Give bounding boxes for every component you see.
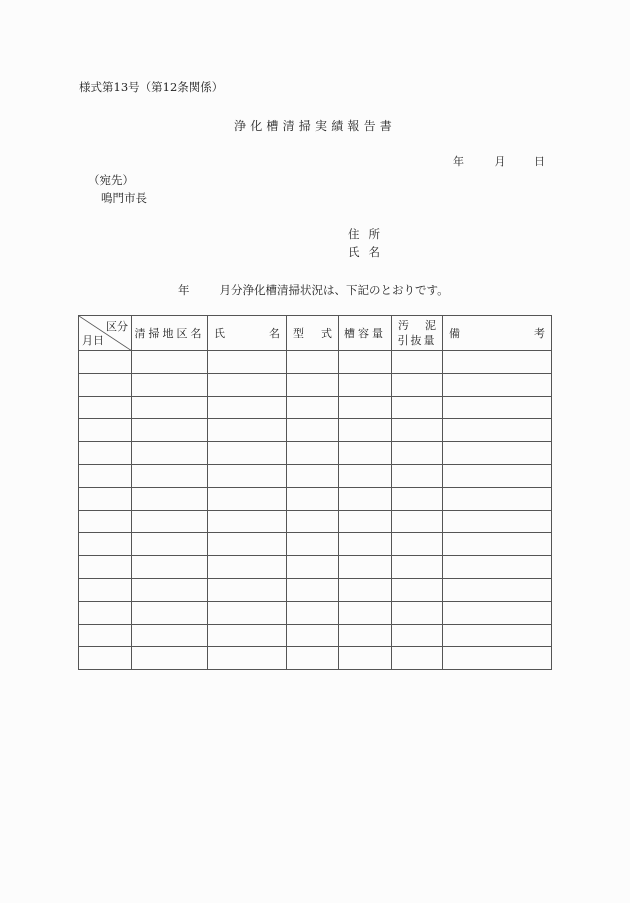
area-name-cell[interactable]	[132, 533, 208, 556]
table-row	[79, 419, 552, 442]
area-name-cell[interactable]	[132, 442, 208, 465]
type-cell[interactable]	[287, 533, 339, 556]
type-cell[interactable]	[287, 647, 339, 670]
table-row	[79, 396, 552, 419]
area-name-cell[interactable]	[132, 419, 208, 442]
table-row	[79, 578, 552, 601]
table-row	[79, 647, 552, 670]
type-cell[interactable]	[287, 464, 339, 487]
date-cell[interactable]	[79, 533, 132, 556]
header-tank-capacity: 槽容量	[339, 316, 392, 351]
type-cell[interactable]	[287, 419, 339, 442]
name-cell[interactable]	[208, 510, 287, 533]
table-row	[79, 601, 552, 624]
area-name-cell[interactable]	[132, 578, 208, 601]
area-name-cell[interactable]	[132, 396, 208, 419]
date-cell[interactable]	[79, 396, 132, 419]
tank-capacity-cell[interactable]	[339, 442, 392, 465]
date-cell[interactable]	[79, 419, 132, 442]
date-cell[interactable]	[79, 351, 132, 374]
sludge-volume-cell[interactable]	[392, 601, 443, 624]
sludge-volume-cell[interactable]	[392, 624, 443, 647]
name-cell[interactable]	[208, 419, 287, 442]
date-cell[interactable]	[79, 442, 132, 465]
table-row	[79, 351, 552, 374]
type-cell[interactable]	[287, 510, 339, 533]
remarks-cell[interactable]	[443, 442, 552, 465]
area-name-cell[interactable]	[132, 464, 208, 487]
remarks-cell[interactable]	[443, 487, 552, 510]
tank-capacity-cell[interactable]	[339, 510, 392, 533]
form-number: 様式第13号（第12条関係）	[79, 80, 224, 94]
name-cell[interactable]	[208, 647, 287, 670]
table-row	[79, 624, 552, 647]
table-row	[79, 510, 552, 533]
name-cell[interactable]	[208, 373, 287, 396]
applicant-name-label: 氏名	[348, 245, 389, 259]
sludge-volume-cell[interactable]	[392, 419, 443, 442]
remarks-cell[interactable]	[443, 533, 552, 556]
table-row	[79, 464, 552, 487]
date-cell[interactable]	[79, 578, 132, 601]
remarks-cell[interactable]	[443, 419, 552, 442]
type-cell[interactable]	[287, 442, 339, 465]
remarks-cell[interactable]	[443, 624, 552, 647]
statement-year: 年	[178, 283, 190, 297]
area-name-cell[interactable]	[132, 510, 208, 533]
sludge-volume-cell[interactable]	[392, 578, 443, 601]
header-remarks: 備 考	[443, 316, 552, 351]
name-cell[interactable]	[208, 578, 287, 601]
date-cell[interactable]	[79, 556, 132, 579]
date-month-label: 月	[494, 155, 506, 168]
remarks-cell[interactable]	[443, 601, 552, 624]
sludge-volume-cell[interactable]	[392, 556, 443, 579]
header-sludge-volume: 汚 泥 引抜量	[392, 316, 443, 351]
tank-capacity-cell[interactable]	[339, 578, 392, 601]
date-cell[interactable]	[79, 647, 132, 670]
area-name-cell[interactable]	[132, 373, 208, 396]
name-cell[interactable]	[208, 533, 287, 556]
date-cell[interactable]	[79, 624, 132, 647]
header-category-label: 区分	[106, 320, 128, 333]
sludge-volume-cell[interactable]	[392, 351, 443, 374]
header-date-category-cell	[79, 316, 132, 351]
table-body	[79, 351, 552, 670]
tank-capacity-cell[interactable]	[339, 351, 392, 374]
area-name-cell[interactable]	[132, 647, 208, 670]
area-name-cell[interactable]	[132, 351, 208, 374]
area-name-cell[interactable]	[132, 487, 208, 510]
date-cell[interactable]	[79, 464, 132, 487]
remarks-cell[interactable]	[443, 556, 552, 579]
sludge-volume-cell[interactable]	[392, 442, 443, 465]
tank-capacity-cell[interactable]	[339, 647, 392, 670]
remarks-cell[interactable]	[443, 373, 552, 396]
sludge-volume-cell[interactable]	[392, 396, 443, 419]
tank-capacity-cell[interactable]	[339, 373, 392, 396]
tank-capacity-cell[interactable]	[339, 396, 392, 419]
date-line	[453, 153, 545, 169]
date-day-label: 日	[534, 155, 545, 168]
tank-capacity-cell[interactable]	[339, 556, 392, 579]
date-cell[interactable]	[79, 373, 132, 396]
date-cell[interactable]	[79, 510, 132, 533]
tank-capacity-cell[interactable]	[339, 464, 392, 487]
type-cell[interactable]	[287, 624, 339, 647]
sludge-volume-cell[interactable]	[392, 464, 443, 487]
type-cell[interactable]	[287, 556, 339, 579]
area-name-cell[interactable]	[132, 556, 208, 579]
type-cell[interactable]	[287, 351, 339, 374]
statement-line	[178, 282, 449, 298]
table-row	[79, 442, 552, 465]
tank-capacity-cell[interactable]	[339, 533, 392, 556]
applicant-address-label: 住所	[348, 227, 389, 241]
remarks-cell[interactable]	[443, 647, 552, 670]
table-row	[79, 533, 552, 556]
area-name-cell[interactable]	[132, 601, 208, 624]
sludge-volume-cell[interactable]	[392, 533, 443, 556]
type-cell[interactable]	[287, 487, 339, 510]
remarks-cell[interactable]	[443, 464, 552, 487]
date-cell[interactable]	[79, 487, 132, 510]
sludge-volume-cell[interactable]	[392, 510, 443, 533]
name-cell[interactable]	[208, 487, 287, 510]
tank-capacity-cell[interactable]	[339, 487, 392, 510]
header-name: 氏 名	[208, 316, 287, 351]
sludge-volume-cell[interactable]	[392, 373, 443, 396]
area-name-cell[interactable]	[132, 624, 208, 647]
addressee-label: （宛先）	[88, 173, 134, 187]
table-row	[79, 556, 552, 579]
remarks-cell[interactable]	[443, 396, 552, 419]
name-cell[interactable]	[208, 624, 287, 647]
name-cell[interactable]	[208, 396, 287, 419]
type-cell[interactable]	[287, 578, 339, 601]
name-cell[interactable]	[208, 601, 287, 624]
table-row	[79, 373, 552, 396]
remarks-cell[interactable]	[443, 510, 552, 533]
cleaning-report-table	[78, 315, 552, 670]
name-cell[interactable]	[208, 464, 287, 487]
tank-capacity-cell[interactable]	[339, 601, 392, 624]
name-cell[interactable]	[208, 351, 287, 374]
name-cell[interactable]	[208, 556, 287, 579]
table-header-row	[79, 316, 552, 351]
date-cell[interactable]	[79, 601, 132, 624]
remarks-cell[interactable]	[443, 351, 552, 374]
tank-capacity-cell[interactable]	[339, 624, 392, 647]
tank-capacity-cell[interactable]	[339, 419, 392, 442]
statement-text: 月分浄化槽清掃状況は、下記のとおりです。	[219, 283, 449, 297]
type-cell[interactable]	[287, 373, 339, 396]
type-cell[interactable]	[287, 396, 339, 419]
document-title: 浄化槽清掃実績報告書	[234, 119, 397, 133]
name-cell[interactable]	[208, 442, 287, 465]
table-row	[79, 487, 552, 510]
date-year-label: 年	[453, 155, 464, 168]
type-cell[interactable]	[287, 601, 339, 624]
sludge-volume-cell[interactable]	[392, 487, 443, 510]
header-date-label: 月日	[82, 334, 104, 347]
sludge-volume-cell[interactable]	[392, 647, 443, 670]
remarks-cell[interactable]	[443, 578, 552, 601]
header-type: 型 式	[287, 316, 339, 351]
addressee-name: 鳴門市長	[101, 191, 147, 205]
header-area-name: 清掃地区名	[132, 316, 208, 351]
